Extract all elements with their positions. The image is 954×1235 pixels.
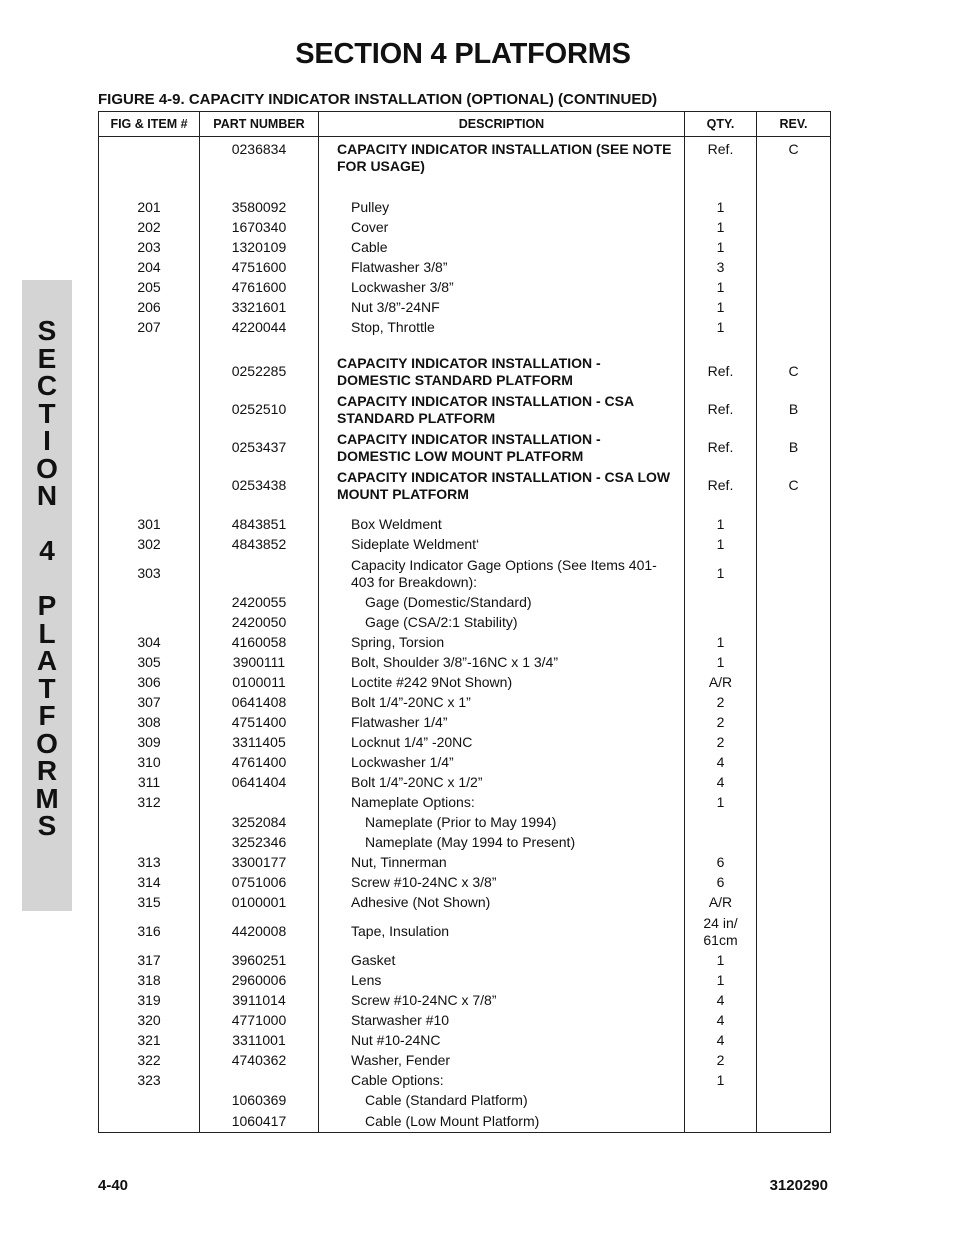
cell-rev — [757, 515, 831, 535]
cell-item: 301 — [99, 515, 200, 535]
header-fig-item: FIG & ITEM # — [99, 112, 200, 137]
table-row — [99, 853, 831, 873]
cell-item: 316 — [99, 913, 200, 951]
table-row — [99, 1051, 831, 1071]
cell-description: Screw #10-24NC x 7/8” — [319, 991, 685, 1011]
table-row — [99, 653, 831, 673]
section-title: SECTION 4 PLATFORMS — [295, 38, 631, 70]
cell-part-number: 2420050 — [200, 613, 319, 633]
table-row — [99, 198, 831, 218]
cell-rev — [757, 693, 831, 713]
cell-description: CAPACITY INDICATOR INSTALLATION (SEE NOTE FOR USAGE) — [319, 137, 685, 192]
cell-item — [99, 429, 200, 467]
spacer-row — [99, 338, 831, 353]
cell-description: Box Weldment — [319, 515, 685, 535]
cell-rev — [757, 1031, 831, 1051]
table-row — [99, 1071, 831, 1091]
side-tab-gap — [22, 565, 72, 593]
table-row — [99, 693, 831, 713]
cell-rev — [757, 218, 831, 238]
table-row — [99, 733, 831, 753]
cell-description: Spring, Torsion — [319, 633, 685, 653]
cell-part-number: 4740362 — [200, 1051, 319, 1071]
cell-description: Nut #10-24NC — [319, 1031, 685, 1051]
cell-part-number: 3960251 — [200, 951, 319, 971]
cell-description: Cable Options: — [319, 1071, 685, 1091]
cell-item: 205 — [99, 278, 200, 298]
cell-part-number: 3911014 — [200, 991, 319, 1011]
cell-description: CAPACITY INDICATOR INSTALLATION - CSA LOW MOUNT PLATFORM — [319, 467, 685, 505]
cell-qty: Ref. — [685, 353, 757, 391]
table-row — [99, 467, 831, 505]
cell-rev — [757, 893, 831, 913]
cell-qty: 1 — [685, 555, 757, 593]
cell-rev — [757, 258, 831, 278]
cell-description: Nameplate Options: — [319, 793, 685, 813]
side-tab-letters — [22, 317, 72, 840]
cell-description: Locknut 1/4” -20NC — [319, 733, 685, 753]
cell-part-number: 4771000 — [200, 1011, 319, 1031]
cell-rev: B — [757, 391, 831, 429]
cell-item: 305 — [99, 653, 200, 673]
cell-qty: A/R — [685, 673, 757, 693]
cell-description: Adhesive (Not Shown) — [319, 893, 685, 913]
cell-item — [99, 338, 200, 353]
cell-item — [99, 593, 200, 613]
cell-rev — [757, 913, 831, 951]
cell-item: 202 — [99, 218, 200, 238]
table-row — [99, 137, 831, 192]
cell-item: 318 — [99, 971, 200, 991]
cell-description: Nameplate (May 1994 to Present) — [319, 833, 685, 853]
table-row — [99, 673, 831, 693]
cell-rev — [757, 1011, 831, 1031]
cell-rev — [757, 853, 831, 873]
cell-item — [99, 391, 200, 429]
cell-part-number: 0253438 — [200, 467, 319, 505]
cell-item: 309 — [99, 733, 200, 753]
cell-qty: 1 — [685, 515, 757, 535]
cell-rev — [757, 1071, 831, 1091]
cell-qty: 4 — [685, 1031, 757, 1051]
cell-qty: Ref. — [685, 467, 757, 505]
cell-part-number: 4843851 — [200, 515, 319, 535]
cell-part-number: 0751006 — [200, 873, 319, 893]
cell-item — [99, 1111, 200, 1133]
cell-description: Capacity Indicator Gage Options (See Items 401-403 for Breakdown): — [319, 555, 685, 593]
cell-rev — [757, 505, 831, 515]
page-number: 4-40 — [98, 1177, 129, 1194]
cell-part-number: 3311405 — [200, 733, 319, 753]
cell-rev — [757, 318, 831, 338]
table-row — [99, 793, 831, 813]
side-tab-letter: S — [37, 810, 57, 841]
figure-title: FIGURE 4-9. CAPACITY INDICATOR INSTALLATION (OPTIONAL) (CONTINUED) — [98, 91, 658, 108]
table-row — [99, 515, 831, 535]
cell-description: Lockwasher 3/8” — [319, 278, 685, 298]
cell-description: Sideplate Weldment‘ — [319, 535, 685, 555]
cell-qty: 1 — [685, 198, 757, 218]
cell-part-number — [200, 555, 319, 593]
cell-rev — [757, 1051, 831, 1071]
table-row — [99, 238, 831, 258]
table-row — [99, 1031, 831, 1051]
cell-part-number: 0100011 — [200, 673, 319, 693]
cell-part-number: 4220044 — [200, 318, 319, 338]
cell-qty: 2 — [685, 713, 757, 733]
table-row — [99, 773, 831, 793]
header-description: DESCRIPTION — [319, 112, 685, 137]
cell-item: 310 — [99, 753, 200, 773]
cell-rev — [757, 713, 831, 733]
cell-qty: A/R — [685, 893, 757, 913]
cell-qty: Ref. — [685, 391, 757, 429]
cell-description: CAPACITY INDICATOR INSTALLATION - CSA STANDARD PLATFORM — [319, 391, 685, 429]
cell-qty: 4 — [685, 991, 757, 1011]
table-row — [99, 753, 831, 773]
cell-item: 311 — [99, 773, 200, 793]
cell-description: Nut, Tinnerman — [319, 853, 685, 873]
cell-part-number: 2420055 — [200, 593, 319, 613]
cell-qty — [685, 833, 757, 853]
cell-item — [99, 353, 200, 391]
cell-qty: 1 — [685, 971, 757, 991]
cell-qty: 3 — [685, 258, 757, 278]
cell-description: Pulley — [319, 198, 685, 218]
cell-description: Bolt 1/4”-20NC x 1/2” — [319, 773, 685, 793]
spacer-row — [99, 505, 831, 515]
cell-item: 313 — [99, 853, 200, 873]
cell-description: Cable (Standard Platform) — [319, 1091, 685, 1111]
cell-item: 322 — [99, 1051, 200, 1071]
cell-rev — [757, 1111, 831, 1133]
cell-rev — [757, 1091, 831, 1111]
cell-description: Screw #10-24NC x 3/8” — [319, 873, 685, 893]
cell-item: 306 — [99, 673, 200, 693]
cell-part-number: 1670340 — [200, 218, 319, 238]
cell-part-number: 0641408 — [200, 693, 319, 713]
cell-part-number: 0641404 — [200, 773, 319, 793]
cell-qty: 1 — [685, 1071, 757, 1091]
parts-table — [98, 111, 831, 1133]
table-row — [99, 913, 831, 951]
cell-qty — [685, 613, 757, 633]
cell-item: 302 — [99, 535, 200, 555]
side-tab-letter: O — [36, 452, 58, 484]
table-row — [99, 391, 831, 429]
cell-item: 308 — [99, 713, 200, 733]
cell-rev — [757, 613, 831, 633]
cell-rev — [757, 673, 831, 693]
document-number: 3120290 — [769, 1177, 828, 1194]
cell-part-number: 3300177 — [200, 853, 319, 873]
side-tab-letter: A — [36, 645, 58, 676]
cell-part-number: 2960006 — [200, 971, 319, 991]
cell-description: CAPACITY INDICATOR INSTALLATION - DOMESTIC STANDARD PLATFORM — [319, 353, 685, 391]
cell-item — [99, 1091, 200, 1111]
table-row — [99, 633, 831, 653]
cell-rev — [757, 813, 831, 833]
cell-part-number: 1320109 — [200, 238, 319, 258]
cell-qty: 1 — [685, 238, 757, 258]
cell-description: Bolt 1/4”-20NC x 1” — [319, 693, 685, 713]
table-row — [99, 1011, 831, 1031]
cell-part-number — [200, 793, 319, 813]
cell-part-number: 4420008 — [200, 913, 319, 951]
table-row — [99, 429, 831, 467]
cell-rev — [757, 733, 831, 753]
cell-rev — [757, 555, 831, 593]
cell-item: 303 — [99, 555, 200, 593]
cell-qty: 1 — [685, 318, 757, 338]
side-tab-letter: M — [35, 782, 59, 814]
side-tab-letter: T — [38, 672, 56, 704]
cell-qty: Ref. — [685, 429, 757, 467]
side-tab-letter: T — [38, 397, 56, 429]
cell-qty: 1 — [685, 278, 757, 298]
cell-description — [319, 338, 685, 353]
cell-part-number: 3900111 — [200, 653, 319, 673]
cell-part-number: 0236834 — [200, 137, 319, 192]
cell-qty: 1 — [685, 633, 757, 653]
cell-part-number — [200, 1071, 319, 1091]
table-row — [99, 971, 831, 991]
cell-qty: 2 — [685, 693, 757, 713]
cell-description: Nameplate (Prior to May 1994) — [319, 813, 685, 833]
table-row — [99, 1091, 831, 1111]
cell-qty: 1 — [685, 298, 757, 318]
cell-qty — [685, 813, 757, 833]
side-tab-letter: L — [38, 617, 56, 649]
table-row — [99, 713, 831, 733]
table-row — [99, 298, 831, 318]
cell-description: Stop, Throttle — [319, 318, 685, 338]
side-tab-letter: E — [37, 342, 57, 374]
cell-description: Cable — [319, 238, 685, 258]
cell-qty: Ref. — [685, 137, 757, 192]
table-row — [99, 613, 831, 633]
header-part-number: PART NUMBER — [200, 112, 319, 137]
cell-rev — [757, 873, 831, 893]
cell-rev — [757, 653, 831, 673]
cell-item — [99, 833, 200, 853]
cell-part-number: 4751400 — [200, 713, 319, 733]
table-row — [99, 833, 831, 853]
cell-item: 312 — [99, 793, 200, 813]
cell-description: Washer, Fender — [319, 1051, 685, 1071]
cell-part-number: 3311001 — [200, 1031, 319, 1051]
table-row — [99, 555, 831, 593]
cell-description: CAPACITY INDICATOR INSTALLATION - DOMESTIC LOW MOUNT PLATFORM — [319, 429, 685, 467]
cell-part-number: 4843852 — [200, 535, 319, 555]
cell-item: 314 — [99, 873, 200, 893]
cell-part-number: 1060417 — [200, 1111, 319, 1133]
cell-description: Nut 3/8”-24NF — [319, 298, 685, 318]
cell-description: Lens — [319, 971, 685, 991]
cell-description: Gasket — [319, 951, 685, 971]
table-row — [99, 278, 831, 298]
cell-qty — [685, 593, 757, 613]
table-row — [99, 218, 831, 238]
cell-qty: 1 — [685, 951, 757, 971]
table-row — [99, 951, 831, 971]
side-tab-letter: F — [38, 700, 56, 731]
cell-qty: 1 — [685, 793, 757, 813]
cell-part-number: 4751600 — [200, 258, 319, 278]
cell-qty — [685, 338, 757, 353]
cell-item: 204 — [99, 258, 200, 278]
cell-description: Cable (Low Mount Platform) — [319, 1111, 685, 1133]
cell-qty: 1 — [685, 535, 757, 555]
table-row — [99, 873, 831, 893]
cell-rev — [757, 793, 831, 813]
cell-qty: 4 — [685, 773, 757, 793]
cell-description: Loctite #242 9Not Shown) — [319, 673, 685, 693]
cell-item: 315 — [99, 893, 200, 913]
cell-part-number: 4761600 — [200, 278, 319, 298]
cell-item: 206 — [99, 298, 200, 318]
side-tab-letter: R — [36, 755, 58, 786]
cell-part-number — [200, 338, 319, 353]
table-row — [99, 991, 831, 1011]
cell-item — [99, 467, 200, 505]
cell-part-number: 3321601 — [200, 298, 319, 318]
cell-part-number: 3580092 — [200, 198, 319, 218]
side-tab-letter: 4 — [39, 535, 55, 566]
cell-qty: 4 — [685, 753, 757, 773]
cell-item — [99, 137, 200, 192]
cell-qty — [685, 1111, 757, 1133]
cell-description: Lockwasher 1/4” — [319, 753, 685, 773]
side-tab-gap — [22, 510, 72, 538]
cell-rev — [757, 971, 831, 991]
cell-qty: 4 — [685, 1011, 757, 1031]
table-row — [99, 593, 831, 613]
cell-qty: 2 — [685, 1051, 757, 1071]
cell-rev — [757, 833, 831, 853]
cell-item: 323 — [99, 1071, 200, 1091]
cell-description: Tape, Insulation — [319, 913, 685, 951]
cell-item: 321 — [99, 1031, 200, 1051]
cell-part-number: 0253437 — [200, 429, 319, 467]
cell-rev — [757, 278, 831, 298]
cell-item — [99, 613, 200, 633]
cell-description: Starwasher #10 — [319, 1011, 685, 1031]
table-header-row — [99, 112, 831, 137]
cell-rev — [757, 773, 831, 793]
parts-table-body — [99, 137, 831, 1133]
cell-part-number: 4160058 — [200, 633, 319, 653]
cell-item: 201 — [99, 198, 200, 218]
side-tab-letter: N — [36, 480, 58, 511]
cell-rev — [757, 535, 831, 555]
cell-qty: 24 in/ 61cm — [685, 913, 757, 951]
cell-item: 320 — [99, 1011, 200, 1031]
cell-item — [99, 813, 200, 833]
cell-part-number: 0252285 — [200, 353, 319, 391]
side-tab-letter: I — [43, 425, 51, 456]
cell-item: 203 — [99, 238, 200, 258]
cell-qty: 6 — [685, 873, 757, 893]
cell-description: Gage (CSA/2:1 Stability) — [319, 613, 685, 633]
cell-item: 207 — [99, 318, 200, 338]
cell-item: 304 — [99, 633, 200, 653]
cell-part-number: 4761400 — [200, 753, 319, 773]
cell-qty — [685, 1091, 757, 1111]
cell-rev — [757, 298, 831, 318]
table-row — [99, 318, 831, 338]
cell-rev — [757, 633, 831, 653]
cell-description: Gage (Domestic/Standard) — [319, 593, 685, 613]
side-tab-letter: C — [36, 370, 58, 401]
cell-part-number: 0252510 — [200, 391, 319, 429]
cell-item: 307 — [99, 693, 200, 713]
cell-qty: 2 — [685, 733, 757, 753]
cell-item — [99, 505, 200, 515]
cell-part-number: 0100001 — [200, 893, 319, 913]
cell-qty: 1 — [685, 653, 757, 673]
cell-description: Bolt, Shoulder 3/8”-16NC x 1 3/4” — [319, 653, 685, 673]
cell-rev: C — [757, 467, 831, 505]
cell-part-number: 3252346 — [200, 833, 319, 853]
cell-rev — [757, 593, 831, 613]
header-qty: QTY. — [685, 112, 757, 137]
side-tab-letter: O — [36, 727, 58, 759]
cell-description: Flatwasher 3/8” — [319, 258, 685, 278]
cell-rev — [757, 238, 831, 258]
table-row — [99, 258, 831, 278]
cell-rev: C — [757, 353, 831, 391]
header-rev: REV. — [757, 112, 831, 137]
section-side-tab — [22, 280, 72, 911]
side-tab-letter: P — [37, 590, 57, 621]
table-row — [99, 535, 831, 555]
cell-description: Cover — [319, 218, 685, 238]
cell-part-number: 3252084 — [200, 813, 319, 833]
cell-rev — [757, 338, 831, 353]
cell-item: 319 — [99, 991, 200, 1011]
cell-rev — [757, 951, 831, 971]
side-tab-letter: S — [37, 315, 57, 346]
cell-rev: B — [757, 429, 831, 467]
cell-rev — [757, 753, 831, 773]
cell-qty — [685, 505, 757, 515]
cell-description — [319, 505, 685, 515]
cell-rev — [757, 198, 831, 218]
cell-rev: C — [757, 137, 831, 192]
cell-qty: 1 — [685, 218, 757, 238]
cell-part-number: 1060369 — [200, 1091, 319, 1111]
cell-description: Flatwasher 1/4” — [319, 713, 685, 733]
table-row — [99, 893, 831, 913]
table-row — [99, 813, 831, 833]
cell-part-number — [200, 505, 319, 515]
table-row — [99, 353, 831, 391]
cell-qty: 6 — [685, 853, 757, 873]
table-row — [99, 1111, 831, 1133]
cell-item: 317 — [99, 951, 200, 971]
cell-rev — [757, 991, 831, 1011]
